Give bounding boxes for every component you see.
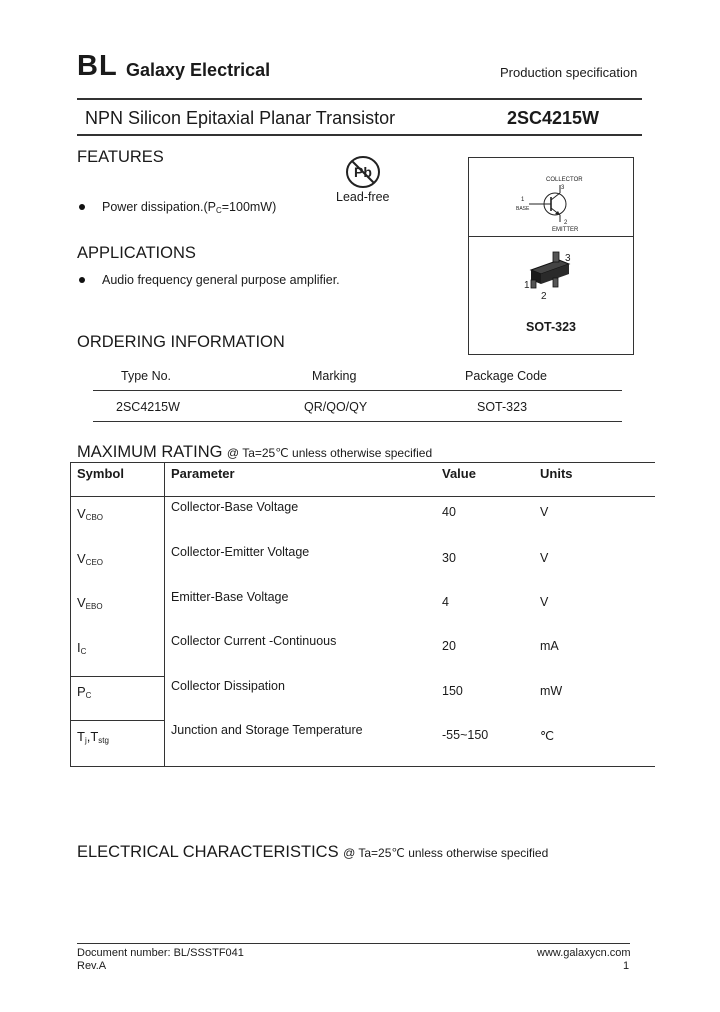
row-symbol: $T_j,T_{stg}$ — [77, 729, 109, 745]
ordering-col-marking: Marking — [312, 369, 357, 383]
features-heading: FEATURES — [77, 148, 164, 166]
base-label: BASE — [516, 206, 530, 212]
applications-heading: APPLICATIONS — [77, 244, 196, 262]
package-figure — [468, 157, 634, 355]
row-symbol: $P_C$ — [77, 684, 92, 700]
row-value: 20 — [442, 639, 456, 653]
sot323-package-icon — [469, 242, 633, 312]
row-unit: V — [540, 595, 549, 609]
package-name: SOT-323 — [525, 320, 577, 334]
ordering-rule — [93, 390, 622, 391]
svg-text:3: 3 — [561, 185, 565, 191]
table-rule — [70, 462, 655, 463]
bullet-icon — [79, 277, 85, 283]
svg-text:1: 1 — [521, 197, 525, 203]
table-border — [70, 462, 71, 766]
ordering-col-package: Package Code — [465, 369, 548, 383]
lead-free-symbol: Pb — [354, 164, 372, 180]
bullet-icon — [79, 204, 85, 210]
col-value: Value — [442, 466, 476, 481]
company-name: Galaxy Electrical — [126, 60, 271, 80]
footer-rule — [77, 943, 630, 944]
max-rating-title: MAXIMUM RATING @ Ta=25℃ unless otherwise specified — [77, 443, 433, 461]
doc-number: Document number: BL/SSSTF041 — [77, 947, 244, 959]
feature-item: Power $dissipation.(P_C=100mW)$ — [102, 200, 277, 215]
ordering-rule — [93, 421, 622, 422]
title-rule — [77, 134, 642, 136]
table-rule — [70, 676, 164, 677]
row-value: 30 — [442, 551, 456, 565]
row-parameter: Collector Current -Continuous — [171, 634, 337, 648]
lead-free-icon — [344, 154, 382, 190]
ordering-heading: ORDERING INFORMATION — [77, 333, 285, 351]
row-parameter: Collector-Base Voltage — [171, 500, 299, 514]
row-unit: ℃ — [540, 729, 555, 743]
row-value: -55~150 — [442, 728, 489, 742]
row-unit: mA — [540, 639, 559, 653]
ordering-marking-value: QR/QO/QY — [304, 400, 368, 414]
table-border — [164, 462, 165, 766]
application-item: Audio frequency general purpose amplifier. — [102, 273, 340, 287]
row-value: 4 — [442, 595, 449, 609]
transistor-symbol-icon — [469, 158, 633, 236]
svg-text:2: 2 — [564, 220, 568, 226]
row-unit: V — [540, 551, 549, 565]
electrical-title: ELECTRICAL CHARACTERISTICS @ Ta=25℃ unless otherwise specified — [77, 843, 549, 861]
col-symbol: Symbol — [77, 466, 124, 481]
row-symbol: $V_{CEO}$ — [77, 551, 104, 567]
ordering-col-type: Type No. — [121, 369, 172, 383]
ordering-type-value: 2SC4215W — [116, 400, 180, 414]
page-number: 1 — [623, 960, 630, 972]
row-parameter: Emitter-Base Voltage — [171, 590, 289, 604]
collector-label: COLLECTOR — [546, 177, 583, 183]
row-unit: V — [540, 505, 549, 519]
revision: Rev.A — [77, 960, 107, 972]
table-rule — [70, 720, 164, 721]
col-parameter: Parameter — [171, 466, 235, 481]
row-parameter: Junction and Storage Temperature — [171, 723, 363, 737]
row-parameter: Collector Dissipation — [171, 679, 285, 693]
row-symbol: $I_C$ — [77, 640, 87, 656]
ordering-package-value: SOT-323 — [477, 400, 528, 414]
row-value: 40 — [442, 505, 456, 519]
page-title: NPN Silicon Epitaxial Planar Transistor — [85, 108, 396, 128]
table-rule — [70, 766, 655, 767]
emitter-label: EMITTER — [552, 227, 579, 233]
figure-divider — [469, 236, 633, 237]
svg-text:1: 1 — [524, 280, 530, 291]
table-rule — [70, 496, 655, 497]
row-value: 150 — [442, 684, 463, 698]
col-units: Units — [540, 466, 573, 481]
row-parameter: Collector-Emitter Voltage — [171, 545, 310, 559]
row-unit: mW — [540, 684, 563, 698]
row-symbol: $V_{EBO}$ — [77, 595, 103, 611]
spec-type: Production specification — [500, 65, 638, 80]
lead-free-label: Lead-free — [336, 190, 390, 204]
svg-text:3: 3 — [565, 253, 571, 264]
header-rule — [77, 98, 642, 100]
website-link[interactable]: www.galaxycn.com — [537, 947, 631, 959]
svg-text:2: 2 — [541, 291, 547, 302]
row-symbol: $V_{CBO}$ — [77, 506, 104, 522]
company-logo: BL — [77, 50, 118, 82]
part-number: 2SC4215W — [507, 108, 600, 128]
